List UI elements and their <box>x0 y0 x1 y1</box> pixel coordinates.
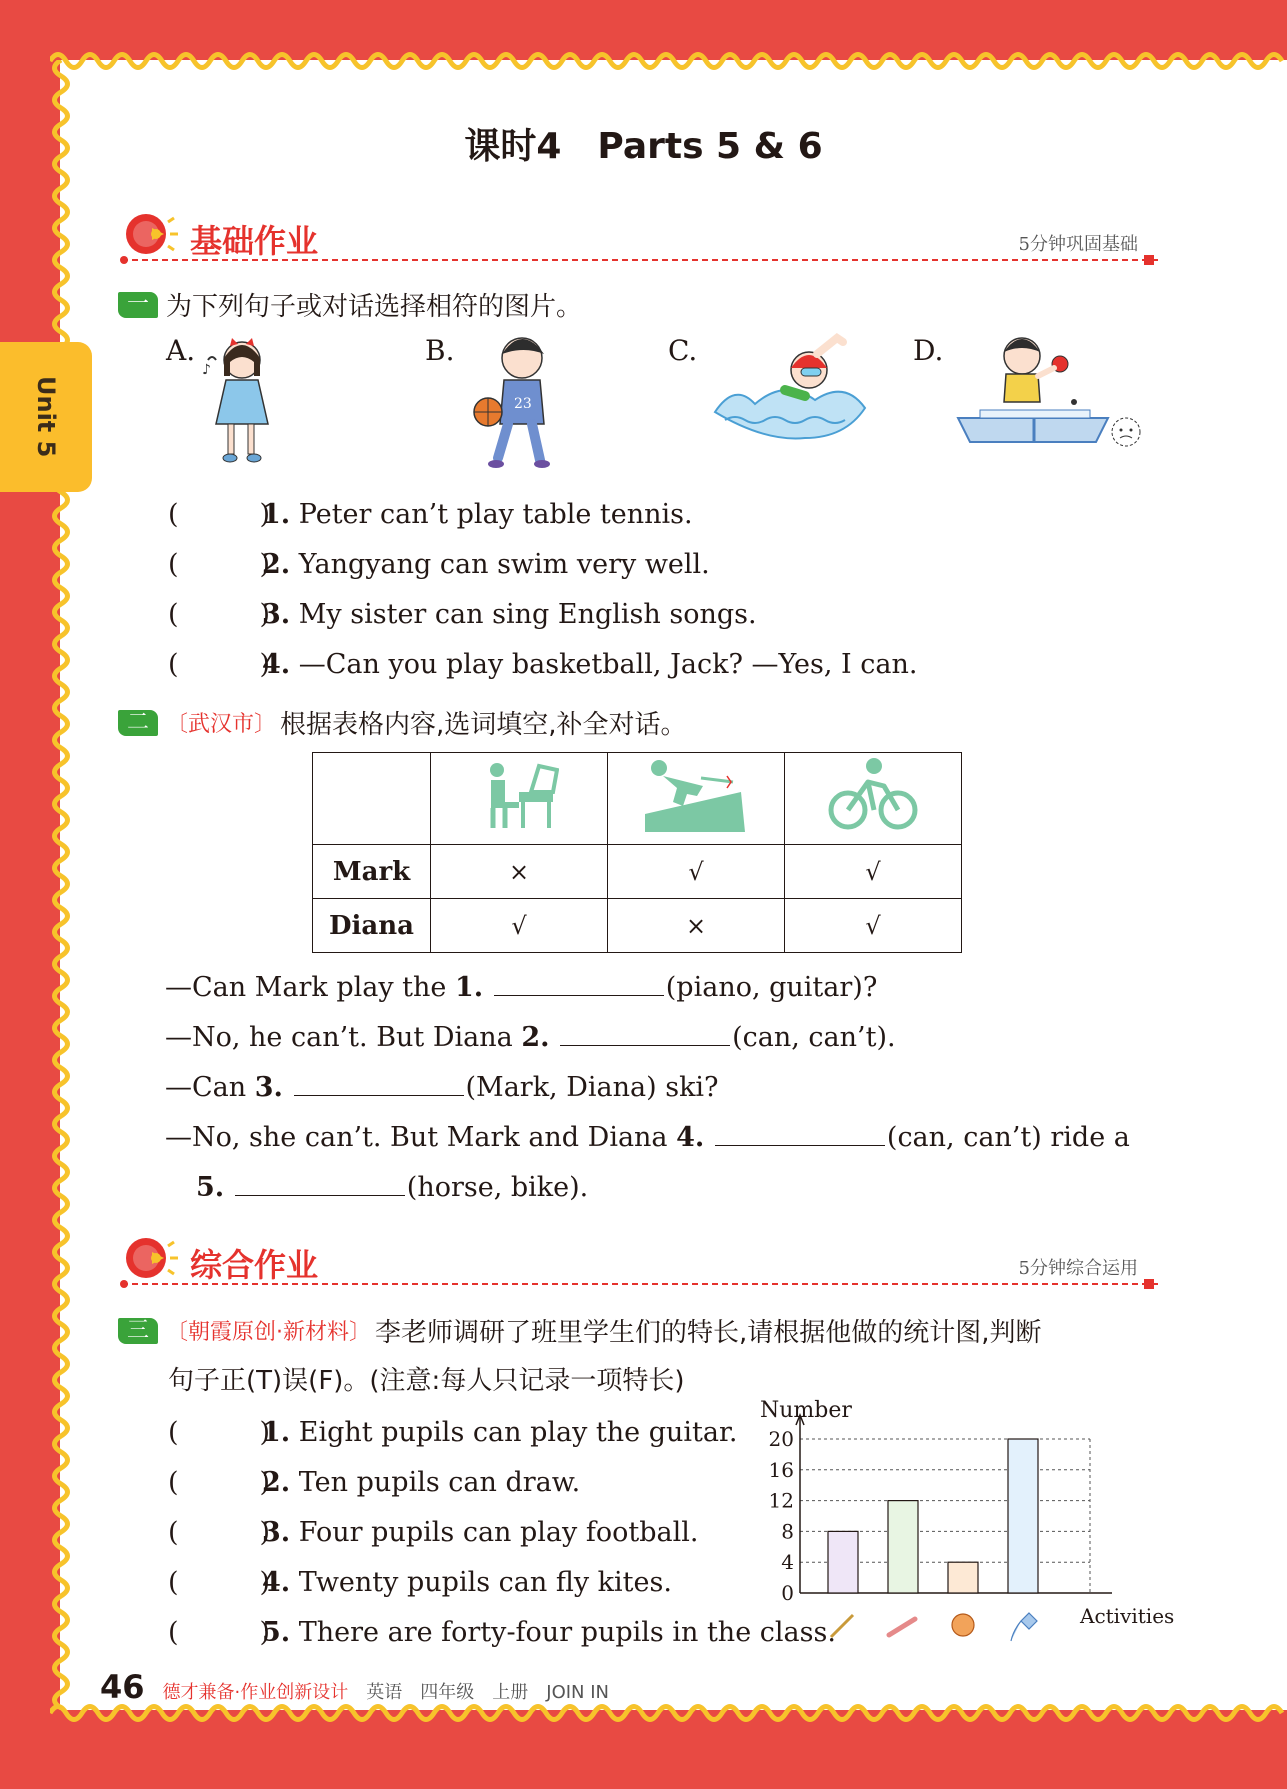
list-item <box>168 1410 738 1449</box>
ability-table <box>312 752 962 953</box>
dialogue-line <box>196 1172 588 1203</box>
item-text: Yangyang can swim very well. <box>290 549 710 580</box>
page-footer <box>100 1668 609 1706</box>
bar-kite <box>1008 1439 1038 1593</box>
item-text: Four pupils can play football. <box>290 1517 699 1548</box>
y-tick-label: 20 <box>768 1427 794 1451</box>
bicycle-icon <box>828 756 918 836</box>
table-cell-mark: √ <box>608 845 785 899</box>
question-3-instruction-cont <box>168 1360 684 1397</box>
decorative-border-top <box>50 48 1287 74</box>
item-text: Ten pupils can draw. <box>290 1467 581 1498</box>
question-2-header <box>118 704 687 741</box>
dialogue-line <box>165 1122 1130 1153</box>
page-title: 课时4 Parts 5 & 6 <box>464 126 823 167</box>
y-tick-label: 16 <box>768 1457 794 1482</box>
table-cell-mark: × <box>608 899 785 953</box>
section-divider <box>122 259 1158 261</box>
page-number: 46 <box>100 1668 145 1706</box>
dialogue-choices: (horse, bike). <box>406 1172 589 1203</box>
item-number: 5. <box>262 1617 291 1648</box>
blank-number: 3. <box>254 1072 283 1103</box>
blank-number: 5. <box>196 1172 225 1203</box>
question-1-header <box>118 286 582 323</box>
fill-blank[interactable] <box>294 1074 464 1096</box>
blank-number: 1. <box>454 972 484 1003</box>
list-item <box>168 542 710 581</box>
question-instruction: 根据表格内容,选词填空,补全对话。 <box>280 710 687 740</box>
fill-blank[interactable] <box>715 1124 885 1146</box>
list-item <box>168 1460 580 1499</box>
piano-column-header <box>431 753 608 845</box>
question-source: 〔朝霞原创·新材料〕 <box>166 1320 371 1345</box>
ski-column-header <box>608 753 785 845</box>
table-tennis-illustration <box>950 330 1150 455</box>
item-number: 4. <box>262 649 291 680</box>
item-number: 4. <box>262 1567 291 1598</box>
ball-icon <box>952 1614 974 1636</box>
answer-parentheses[interactable]: ( ) <box>168 549 271 580</box>
dialogue-line <box>165 1072 719 1103</box>
question-number-badge: 一 <box>118 292 158 318</box>
answer-parentheses[interactable]: ( ) <box>168 1617 271 1648</box>
swimmer-illustration <box>705 330 875 460</box>
item-number: 1. <box>262 1417 291 1448</box>
piano-icon <box>479 756 559 836</box>
list-item <box>168 492 693 531</box>
dialogue-choices: (can, can’t) ride a <box>886 1122 1130 1153</box>
question-source: 〔武汉市〕 <box>166 712 277 737</box>
dialogue-text: —No, he can’t. But Diana <box>165 1022 522 1053</box>
question-instruction: 李老师调研了班里学生们的特长,请根据他做的统计图,判断 <box>375 1318 1042 1348</box>
blank-number: 2. <box>521 1022 550 1053</box>
table-cell-mark: √ <box>785 845 962 899</box>
line-end-marker <box>1144 1279 1154 1289</box>
y-axis-label: Number <box>760 1398 852 1423</box>
list-item <box>168 1610 836 1649</box>
guitar-icon <box>831 1615 853 1637</box>
decorative-border-left <box>48 60 74 1710</box>
x-axis-label: Activities <box>1080 1604 1175 1628</box>
fill-blank[interactable] <box>560 1024 730 1046</box>
blank-number: 4. <box>676 1122 705 1153</box>
dialogue-text: —No, she can’t. But Mark and Diana <box>165 1122 677 1153</box>
table-row-name: Mark <box>313 845 431 899</box>
y-tick-label: 4 <box>781 1550 794 1575</box>
question-instruction: 句子正(T)误(F)。(注意:每人只记录一项特长) <box>168 1366 685 1396</box>
answer-parentheses[interactable]: ( ) <box>168 599 271 630</box>
unit-tab-label: Unit 5 <box>32 376 60 458</box>
list-item <box>168 642 917 681</box>
dialogue-choices: (can, can’t). <box>732 1022 896 1053</box>
section-label: 综合作业 <box>190 1246 319 1284</box>
section-note: 5分钟巩固基础 <box>1018 234 1138 255</box>
section-header-basic <box>118 208 1158 268</box>
bar-draw <box>888 1501 918 1593</box>
question-3-header <box>118 1312 1042 1349</box>
fill-blank[interactable] <box>235 1174 405 1196</box>
bar-basketball <box>948 1562 978 1593</box>
answer-parentheses[interactable]: ( ) <box>168 499 271 530</box>
list-item <box>168 1560 672 1599</box>
dialogue-line <box>165 1022 896 1053</box>
dialogue-line <box>165 972 877 1003</box>
item-number: 2. <box>262 549 291 580</box>
answer-parentheses[interactable]: ( ) <box>168 1467 271 1498</box>
y-tick-label: 12 <box>768 1488 794 1513</box>
talent-bar-chart <box>740 1395 1180 1645</box>
girl-singing-illustration <box>198 330 278 470</box>
y-tick-label: 8 <box>781 1519 794 1544</box>
pencil-icon <box>889 1619 915 1635</box>
option-b-label: B. <box>425 334 455 367</box>
answer-parentheses[interactable]: ( ) <box>168 1517 271 1548</box>
item-number: 2. <box>262 1467 291 1498</box>
section-header-comprehensive <box>118 1232 1158 1292</box>
fill-blank[interactable] <box>494 974 664 996</box>
dialogue-choices: (piano, guitar)? <box>665 972 878 1003</box>
table-cell-mark: √ <box>785 899 962 953</box>
svg-text:23: 23 <box>514 396 532 412</box>
option-a-label: A. <box>166 334 196 367</box>
table-corner-cell <box>313 753 431 845</box>
item-text: My sister can sing English songs. <box>290 599 757 630</box>
answer-parentheses[interactable]: ( ) <box>168 1417 271 1448</box>
bar-guitar <box>828 1531 858 1593</box>
item-text: Twenty pupils can fly kites. <box>290 1567 672 1598</box>
footer-subject: 英语 四年级 上册 JOIN IN <box>366 1682 610 1703</box>
section-label: 基础作业 <box>190 222 319 260</box>
table-row-name: Diana <box>313 899 431 953</box>
question-number-badge: 二 <box>118 710 158 736</box>
boy-basketball-illustration <box>460 330 570 475</box>
item-number: 3. <box>262 1517 291 1548</box>
item-number: 3. <box>262 599 291 630</box>
list-item <box>168 592 757 631</box>
bike-column-header <box>785 753 962 845</box>
question-number-badge: 三 <box>118 1318 158 1344</box>
skiing-icon <box>641 756 751 836</box>
dialogue-text: —Can <box>165 1072 255 1103</box>
dialogue-text: —Can Mark play the <box>165 972 455 1003</box>
table-cell-mark: √ <box>431 899 608 953</box>
item-text: There are forty-four pupils in the class. <box>290 1617 836 1648</box>
option-c-label: C. <box>668 334 698 367</box>
y-tick-label: 0 <box>781 1581 794 1605</box>
kite-icon <box>1011 1613 1037 1641</box>
section-note: 5分钟综合运用 <box>1018 1258 1138 1279</box>
unit-tab <box>0 342 92 492</box>
question-instruction: 为下列句子或对话选择相符的图片。 <box>166 292 583 322</box>
item-text: Eight pupils can play the guitar. <box>290 1417 738 1448</box>
list-item <box>168 1510 698 1549</box>
footer-brand: 德才兼备·作业创新设计 <box>162 1682 349 1703</box>
dialogue-choices: (Mark, Diana) ski? <box>465 1072 719 1103</box>
table-cell-mark: × <box>431 845 608 899</box>
item-text: Peter can’t play table tennis. <box>290 499 693 530</box>
svg-text:♪: ♪ <box>202 362 211 378</box>
item-number: 1. <box>262 499 291 530</box>
line-end-marker <box>1144 255 1154 265</box>
item-text: —Can you play basketball, Jack? —Yes, I can. <box>290 649 918 680</box>
answer-parentheses[interactable]: ( ) <box>168 1567 271 1598</box>
section-divider <box>122 1283 1158 1285</box>
answer-parentheses[interactable]: ( ) <box>168 649 271 680</box>
option-d-label: D. <box>913 334 944 367</box>
